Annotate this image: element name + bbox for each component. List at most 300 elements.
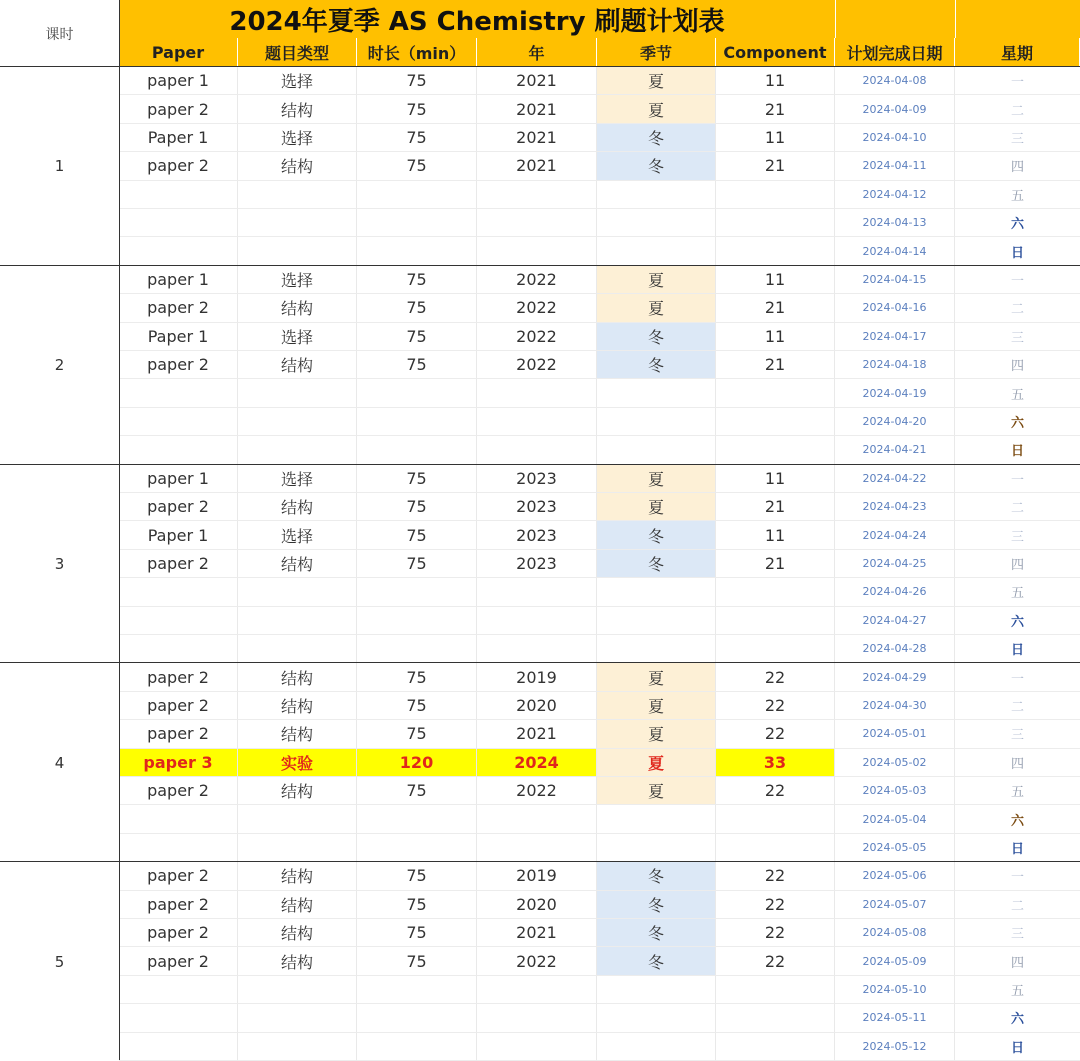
cell-component: 22 — [716, 777, 835, 805]
cell-year — [477, 237, 597, 265]
cell-type: 结构 — [238, 493, 357, 521]
cell-paper: paper 2 — [119, 777, 238, 805]
weekday: 五 — [955, 379, 1080, 407]
header-year: 年 — [477, 38, 597, 67]
cell-paper: paper 2 — [119, 862, 238, 890]
cell-season — [597, 379, 716, 407]
weekday: 六 — [955, 1004, 1080, 1032]
cell-component: 11 — [716, 67, 835, 95]
group-divider — [0, 662, 1080, 663]
cell-type: 选择 — [238, 266, 357, 294]
cell-season: 夏 — [597, 67, 716, 95]
lesson-number: 2 — [54, 356, 65, 375]
header-season: 季节 — [597, 38, 716, 67]
plan-date: 2024-04-09 — [835, 95, 955, 123]
weekday: 三 — [955, 323, 1080, 351]
header-duration: 时长（min） — [357, 38, 477, 67]
weekday: 三 — [955, 919, 1080, 947]
cell-type — [238, 408, 357, 436]
cell-component: 22 — [716, 947, 835, 975]
cell-year — [477, 379, 597, 407]
weekday: 一 — [955, 663, 1080, 691]
cell-year: 2021 — [477, 95, 597, 123]
cell-paper: paper 2 — [119, 294, 238, 322]
cell-paper — [119, 379, 238, 407]
cell-type: 选择 — [238, 67, 357, 95]
cell-season: 冬 — [597, 351, 716, 379]
cell-paper: paper 2 — [119, 919, 238, 947]
weekday: 三 — [955, 521, 1080, 549]
cell-component: 22 — [716, 891, 835, 919]
cell-duration: 75 — [357, 521, 477, 549]
plan-date: 2024-04-22 — [835, 465, 955, 493]
cell-year — [477, 209, 597, 237]
cell-year — [477, 1033, 597, 1061]
cell-component: 21 — [716, 351, 835, 379]
weekday: 六 — [955, 607, 1080, 635]
cell-year — [477, 408, 597, 436]
cell-component — [716, 181, 835, 209]
cell-component: 11 — [716, 521, 835, 549]
weekday: 三 — [955, 124, 1080, 152]
cell-season: 夏 — [597, 294, 716, 322]
cell-component: 21 — [716, 294, 835, 322]
plan-date: 2024-04-23 — [835, 493, 955, 521]
plan-date: 2024-05-07 — [835, 891, 955, 919]
plan-date: 2024-04-27 — [835, 607, 955, 635]
cell-duration: 75 — [357, 67, 477, 95]
cell-season — [597, 834, 716, 862]
header-type: 题目类型 — [238, 38, 357, 67]
cell-season: 冬 — [597, 550, 716, 578]
plan-date: 2024-05-02 — [835, 749, 955, 777]
cell-duration: 75 — [357, 351, 477, 379]
cell-type — [238, 635, 357, 663]
weekday: 四 — [955, 351, 1080, 379]
cell-component — [716, 834, 835, 862]
plan-date: 2024-05-09 — [835, 947, 955, 975]
title-bar-filler-1 — [835, 0, 955, 38]
cell-type — [238, 379, 357, 407]
cell-paper: paper 1 — [119, 465, 238, 493]
cell-season — [597, 635, 716, 663]
cell-season: 冬 — [597, 323, 716, 351]
plan-date: 2024-04-29 — [835, 663, 955, 691]
cell-component — [716, 976, 835, 1004]
cell-component — [716, 1004, 835, 1032]
header-paper: Paper — [119, 38, 238, 67]
cell-duration — [357, 976, 477, 1004]
cell-component — [716, 209, 835, 237]
cell-year: 2022 — [477, 266, 597, 294]
cell-component: 22 — [716, 919, 835, 947]
cell-paper — [119, 805, 238, 833]
cell-duration — [357, 237, 477, 265]
cell-type: 选择 — [238, 521, 357, 549]
weekday: 一 — [955, 67, 1080, 95]
cell-component — [716, 436, 835, 464]
cell-year: 2022 — [477, 294, 597, 322]
cell-paper — [119, 607, 238, 635]
cell-season — [597, 209, 716, 237]
cell-type — [238, 805, 357, 833]
plan-date: 2024-05-10 — [835, 976, 955, 1004]
cell-year: 2023 — [477, 550, 597, 578]
plan-date: 2024-04-30 — [835, 692, 955, 720]
lesson-number: 3 — [54, 554, 65, 573]
cell-season: 夏 — [597, 465, 716, 493]
cell-paper — [119, 181, 238, 209]
cell-type — [238, 976, 357, 1004]
cell-paper: Paper 1 — [119, 521, 238, 549]
cell-season — [597, 976, 716, 1004]
plan-date: 2024-05-11 — [835, 1004, 955, 1032]
cell-component: 21 — [716, 95, 835, 123]
cell-paper — [119, 408, 238, 436]
cell-paper — [119, 1004, 238, 1032]
lesson-column-header: 课时 — [0, 0, 119, 67]
cell-duration: 75 — [357, 919, 477, 947]
cell-paper: Paper 1 — [119, 124, 238, 152]
cell-paper: paper 2 — [119, 152, 238, 180]
cell-paper — [119, 635, 238, 663]
weekday: 三 — [955, 720, 1080, 748]
cell-year — [477, 607, 597, 635]
cell-component: 11 — [716, 266, 835, 294]
cell-year: 2019 — [477, 862, 597, 890]
cell-component: 21 — [716, 152, 835, 180]
cell-component: 11 — [716, 124, 835, 152]
cell-season: 冬 — [597, 124, 716, 152]
cell-paper: paper 2 — [119, 663, 238, 691]
cell-season — [597, 578, 716, 606]
cell-component — [716, 635, 835, 663]
cell-duration: 75 — [357, 266, 477, 294]
cell-component: 22 — [716, 720, 835, 748]
plan-date: 2024-04-14 — [835, 237, 955, 265]
cell-component — [716, 1033, 835, 1061]
cell-duration: 75 — [357, 947, 477, 975]
cell-season: 冬 — [597, 919, 716, 947]
cell-duration: 75 — [357, 692, 477, 720]
cell-type — [238, 607, 357, 635]
cell-paper: paper 1 — [119, 67, 238, 95]
cell-year: 2022 — [477, 947, 597, 975]
plan-date: 2024-04-28 — [835, 635, 955, 663]
cell-season: 夏 — [597, 266, 716, 294]
weekday: 四 — [955, 749, 1080, 777]
cell-type — [238, 834, 357, 862]
plan-date: 2024-05-04 — [835, 805, 955, 833]
cell-duration: 75 — [357, 152, 477, 180]
cell-component: 22 — [716, 862, 835, 890]
plan-date: 2024-04-26 — [835, 578, 955, 606]
cell-type: 结构 — [238, 550, 357, 578]
weekday: 二 — [955, 692, 1080, 720]
cell-paper — [119, 834, 238, 862]
cell-type — [238, 237, 357, 265]
cell-duration — [357, 607, 477, 635]
weekday: 日 — [955, 635, 1080, 663]
cell-year: 2021 — [477, 720, 597, 748]
weekday: 四 — [955, 550, 1080, 578]
cell-type: 结构 — [238, 777, 357, 805]
cell-type: 结构 — [238, 663, 357, 691]
plan-date: 2024-04-10 — [835, 124, 955, 152]
cell-year — [477, 805, 597, 833]
cell-duration — [357, 1004, 477, 1032]
cell-season: 冬 — [597, 891, 716, 919]
plan-date: 2024-04-15 — [835, 266, 955, 294]
weekday: 日 — [955, 834, 1080, 862]
cell-paper: paper 2 — [119, 95, 238, 123]
cell-paper: paper 2 — [119, 891, 238, 919]
cell-component: 22 — [716, 663, 835, 691]
cell-paper — [119, 578, 238, 606]
cell-duration — [357, 1033, 477, 1061]
cell-year — [477, 834, 597, 862]
cell-component — [716, 805, 835, 833]
cell-component — [716, 607, 835, 635]
plan-date: 2024-04-18 — [835, 351, 955, 379]
cell-component: 21 — [716, 550, 835, 578]
cell-duration — [357, 209, 477, 237]
weekday: 一 — [955, 465, 1080, 493]
weekday: 一 — [955, 862, 1080, 890]
weekday: 一 — [955, 266, 1080, 294]
cell-component: 22 — [716, 692, 835, 720]
weekday: 六 — [955, 805, 1080, 833]
weekday: 四 — [955, 152, 1080, 180]
header-component: Component — [716, 38, 835, 67]
weekday: 日 — [955, 436, 1080, 464]
cell-duration — [357, 379, 477, 407]
cell-duration: 75 — [357, 294, 477, 322]
cell-year: 2020 — [477, 692, 597, 720]
cell-season: 冬 — [597, 152, 716, 180]
cell-season — [597, 436, 716, 464]
cell-type: 结构 — [238, 862, 357, 890]
cell-season: 冬 — [597, 521, 716, 549]
cell-year: 2022 — [477, 351, 597, 379]
cell-duration: 120 — [357, 749, 477, 777]
cell-type: 结构 — [238, 294, 357, 322]
weekday: 五 — [955, 777, 1080, 805]
cell-year: 2021 — [477, 919, 597, 947]
cell-paper — [119, 976, 238, 1004]
lesson-number: 5 — [54, 952, 65, 971]
cell-year: 2023 — [477, 493, 597, 521]
cell-year — [477, 578, 597, 606]
cell-type: 结构 — [238, 919, 357, 947]
cell-season: 夏 — [597, 493, 716, 521]
cell-component: 33 — [716, 749, 835, 777]
weekday: 二 — [955, 891, 1080, 919]
cell-duration — [357, 436, 477, 464]
plan-date: 2024-04-19 — [835, 379, 955, 407]
cell-type: 实验 — [238, 749, 357, 777]
cell-duration: 75 — [357, 663, 477, 691]
cell-component: 11 — [716, 323, 835, 351]
cell-type: 结构 — [238, 692, 357, 720]
cell-paper: paper 3 — [119, 749, 238, 777]
header-weekday: 星期 — [955, 38, 1080, 67]
cell-duration: 75 — [357, 862, 477, 890]
cell-component — [716, 408, 835, 436]
cell-paper: paper 2 — [119, 550, 238, 578]
weekday: 二 — [955, 95, 1080, 123]
sheet-title: 2024年夏季 AS Chemistry 刷题计划表 — [229, 6, 725, 37]
plan-date: 2024-04-21 — [835, 436, 955, 464]
cell-paper — [119, 1033, 238, 1061]
weekday: 五 — [955, 976, 1080, 1004]
plan-date: 2024-04-16 — [835, 294, 955, 322]
cell-duration: 75 — [357, 95, 477, 123]
cell-year: 2023 — [477, 465, 597, 493]
cell-season — [597, 181, 716, 209]
cell-year — [477, 181, 597, 209]
plan-date: 2024-04-24 — [835, 521, 955, 549]
cell-type: 选择 — [238, 323, 357, 351]
title-bar-filler-2 — [955, 0, 1080, 38]
cell-component: 11 — [716, 465, 835, 493]
cell-duration: 75 — [357, 550, 477, 578]
cell-season — [597, 408, 716, 436]
cell-year: 2022 — [477, 323, 597, 351]
cell-year — [477, 1004, 597, 1032]
cell-paper — [119, 436, 238, 464]
cell-duration: 75 — [357, 493, 477, 521]
cell-type — [238, 209, 357, 237]
cell-type — [238, 578, 357, 606]
cell-year: 2020 — [477, 891, 597, 919]
plan-date: 2024-04-17 — [835, 323, 955, 351]
group-divider — [0, 861, 1080, 862]
cell-duration — [357, 805, 477, 833]
group-divider — [0, 265, 1080, 266]
cell-year: 2024 — [477, 749, 597, 777]
cell-year: 2023 — [477, 521, 597, 549]
cell-type: 结构 — [238, 947, 357, 975]
weekday: 五 — [955, 578, 1080, 606]
weekday: 日 — [955, 237, 1080, 265]
group-divider — [0, 464, 1080, 465]
weekday: 六 — [955, 209, 1080, 237]
lesson-number: 4 — [54, 753, 65, 772]
cell-type — [238, 436, 357, 464]
cell-season: 夏 — [597, 720, 716, 748]
cell-type: 结构 — [238, 152, 357, 180]
cell-season: 夏 — [597, 692, 716, 720]
cell-duration: 75 — [357, 891, 477, 919]
cell-duration — [357, 834, 477, 862]
cell-paper: paper 2 — [119, 947, 238, 975]
cell-duration — [357, 635, 477, 663]
cell-year — [477, 976, 597, 1004]
cell-season — [597, 1033, 716, 1061]
cell-paper: paper 2 — [119, 692, 238, 720]
weekday: 日 — [955, 1033, 1080, 1061]
cell-season — [597, 1004, 716, 1032]
cell-year: 2021 — [477, 67, 597, 95]
cell-duration: 75 — [357, 465, 477, 493]
lesson-number: 1 — [54, 157, 65, 176]
cell-season: 夏 — [597, 777, 716, 805]
cell-type: 结构 — [238, 351, 357, 379]
cell-year — [477, 436, 597, 464]
title-bar — [119, 0, 835, 38]
cell-paper — [119, 237, 238, 265]
group-divider — [0, 66, 1080, 67]
cell-component — [716, 578, 835, 606]
weekday: 二 — [955, 294, 1080, 322]
cell-year — [477, 635, 597, 663]
plan-date: 2024-05-06 — [835, 862, 955, 890]
plan-date: 2024-05-05 — [835, 834, 955, 862]
plan-date: 2024-04-20 — [835, 408, 955, 436]
cell-type: 选择 — [238, 465, 357, 493]
cell-paper: paper 1 — [119, 266, 238, 294]
cell-year: 2021 — [477, 152, 597, 180]
cell-duration: 75 — [357, 323, 477, 351]
cell-season — [597, 607, 716, 635]
cell-type: 结构 — [238, 720, 357, 748]
cell-year: 2019 — [477, 663, 597, 691]
plan-date: 2024-05-08 — [835, 919, 955, 947]
cell-year: 2021 — [477, 124, 597, 152]
cell-type: 结构 — [238, 891, 357, 919]
cell-component — [716, 379, 835, 407]
cell-duration: 75 — [357, 720, 477, 748]
cell-component — [716, 237, 835, 265]
plan-date: 2024-04-13 — [835, 209, 955, 237]
cell-paper — [119, 209, 238, 237]
plan-date: 2024-05-03 — [835, 777, 955, 805]
cell-season: 冬 — [597, 947, 716, 975]
cell-season: 夏 — [597, 749, 716, 777]
cell-duration: 75 — [357, 124, 477, 152]
cell-type: 选择 — [238, 124, 357, 152]
cell-paper: paper 2 — [119, 493, 238, 521]
cell-duration — [357, 578, 477, 606]
plan-date: 2024-05-01 — [835, 720, 955, 748]
weekday: 六 — [955, 408, 1080, 436]
cell-season: 夏 — [597, 95, 716, 123]
weekday: 二 — [955, 493, 1080, 521]
plan-date: 2024-04-11 — [835, 152, 955, 180]
weekday: 五 — [955, 181, 1080, 209]
cell-paper: paper 2 — [119, 720, 238, 748]
cell-season: 夏 — [597, 663, 716, 691]
cell-season — [597, 805, 716, 833]
cell-type — [238, 1004, 357, 1032]
cell-type: 结构 — [238, 95, 357, 123]
plan-date: 2024-04-12 — [835, 181, 955, 209]
cell-duration — [357, 408, 477, 436]
header-date: 计划完成日期 — [835, 38, 955, 67]
cell-duration — [357, 181, 477, 209]
plan-date: 2024-04-08 — [835, 67, 955, 95]
plan-date: 2024-04-25 — [835, 550, 955, 578]
cell-year: 2022 — [477, 777, 597, 805]
cell-season: 冬 — [597, 862, 716, 890]
cell-type — [238, 181, 357, 209]
cell-duration: 75 — [357, 777, 477, 805]
cell-type — [238, 1033, 357, 1061]
cell-paper: Paper 1 — [119, 323, 238, 351]
cell-component: 21 — [716, 493, 835, 521]
weekday: 四 — [955, 947, 1080, 975]
